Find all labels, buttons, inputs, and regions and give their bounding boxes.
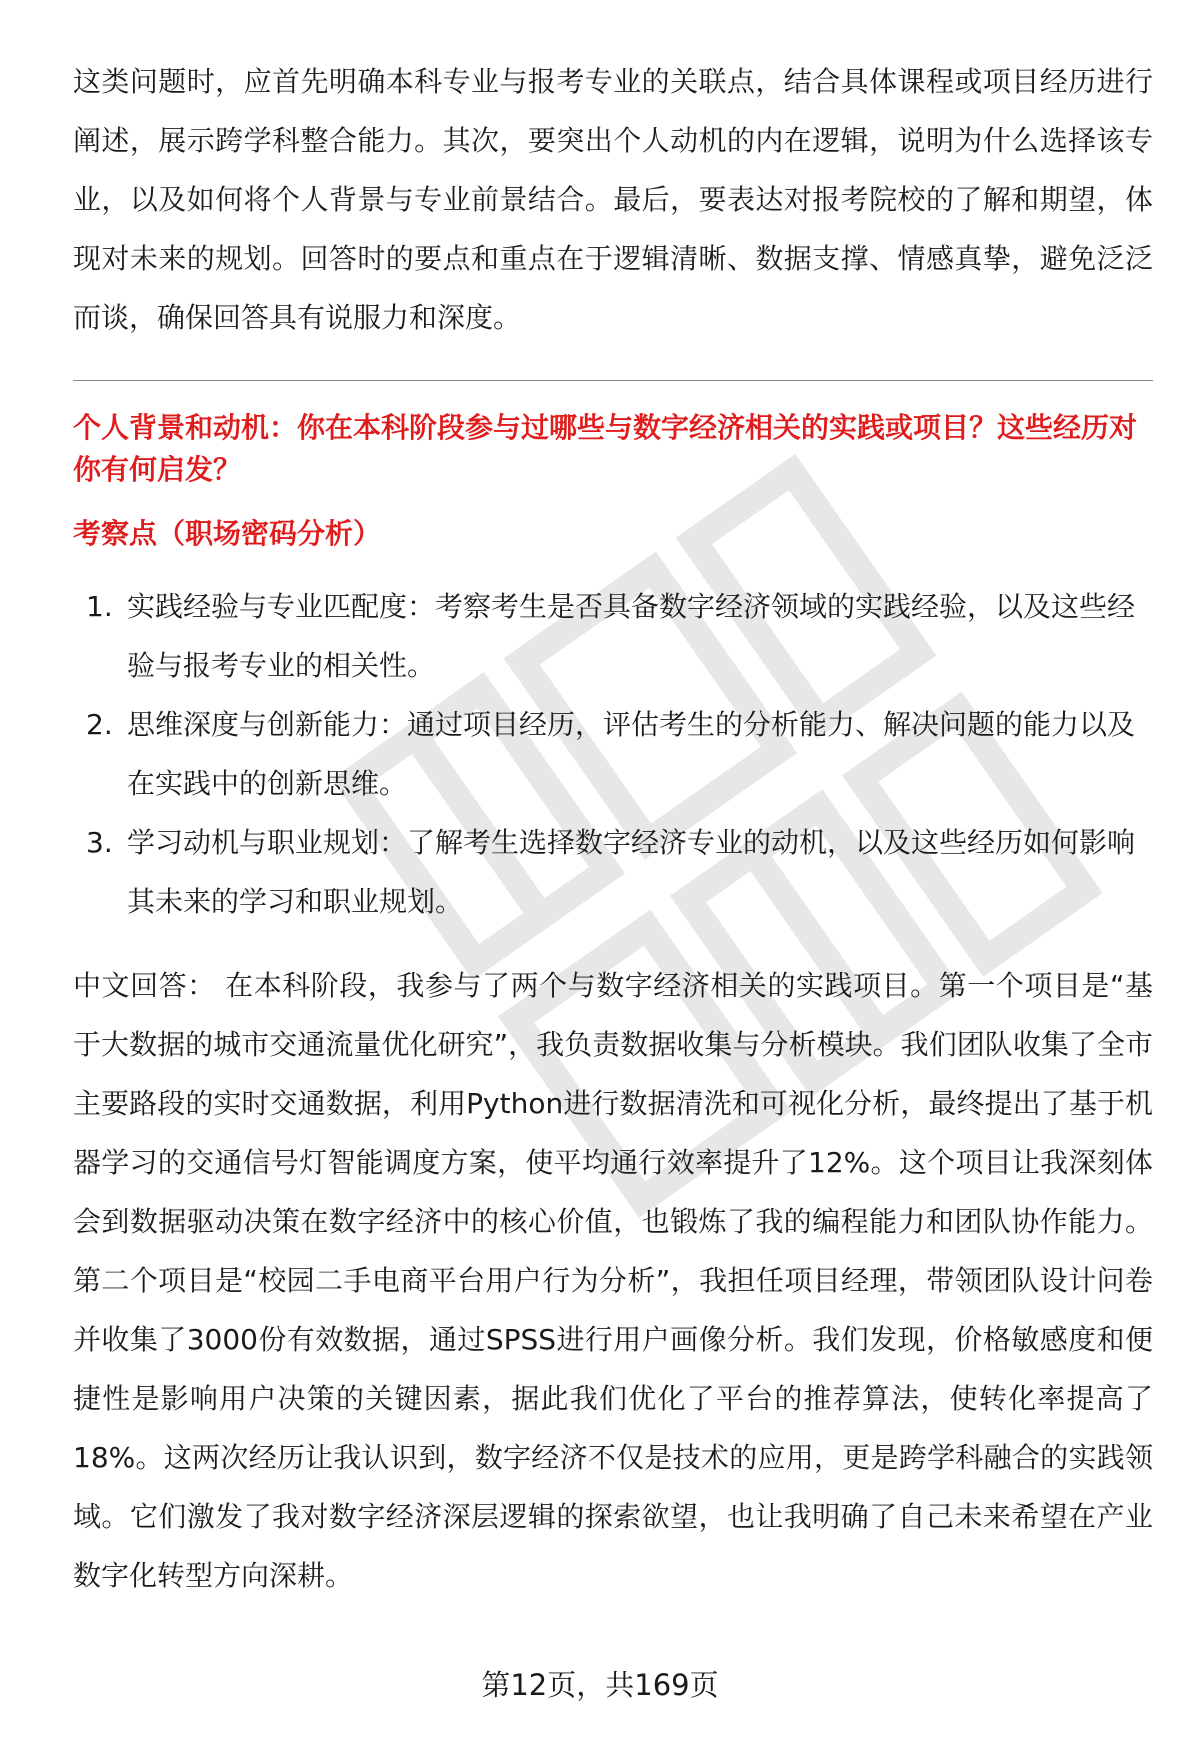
list-item-number: 3. <box>86 826 113 859</box>
intro-paragraph: 这类问题时，应首先明确本科专业与报考专业的关联点，结合具体课程或项目经历进行阐述，展示跨学科整合能力。其次，要突出个人动机的内在逻辑，说明为什么选择该专业，以及如何将个人背景与专业前景结合。最后，要表达对报考院校的了解和期望，体现对未来的规划。回答时的要点和重点在于逻辑清晰、数据支撑、情感真挚，避免泛泛而谈，确保回答具有说服力和深度。 <box>73 65 1153 334</box>
list-item-text: 思维深度与创新能力：通过项目经历，评估考生的分析能力、解决问题的能力以及在实践中的创新思维。 <box>127 708 1136 800</box>
answer-paragraph: 中文回答： 在本科阶段，我参与了两个与数字经济相关的实践项目。第一个项目是“基于大数据的城市交通流量优化研究”，我负责数据收集与分析模块。我们团队收集了全市主要路段的实时交通数据，利用Python进行数据清洗和可视化分析，最终提出了基于机器学习的交通信号灯智能调度方案，使平均通行效率提升了12%。这个项目让我深刻体会到数据驱动决策在数字经济中的核心价值，也锻炼了我的编程能力和团队协作能力。第二个项目是“校园二手电商平台用户行为分析”，我担任项目经理，带领团队设计问卷并收集了3000份有效数据，通过SPSS进行用户画像分析。我们发现，价格敏感度和便捷性是影响用户决策的关键因素，据此我们优化了平台的推荐算法，使转化率提高了18%。这两次经历让我认识到，数字经济不仅是技术的应用，更是跨学科融合的实践领域。它们激发了我对数字经济深层逻辑的探索欲望，也让我明确了自己未来希望在产业数字化转型方向深耕。 <box>73 969 1153 1592</box>
section-divider <box>73 380 1153 381</box>
page-content <box>73 52 1153 1605</box>
list-item <box>73 577 1153 695</box>
assessment-points-heading: 考察点（职场密码分析） <box>73 517 382 550</box>
list-item-number: 1. <box>86 590 113 623</box>
list-item-text: 实践经验与专业匹配度：考察考生是否具备数字经济领域的实践经验，以及这些经验与报考专业的相关性。 <box>127 590 1136 682</box>
page-number-footer: 第12页，共169页 <box>481 1668 719 1702</box>
question-title: 个人背景和动机：你在本科阶段参与过哪些与数字经济相关的实践或项目？这些经历对你有何启发？ <box>73 411 1138 486</box>
list-item-text: 学习动机与职业规划：了解考生选择数字经济专业的动机，以及这些经历如何影响其未来的学习和职业规划。 <box>127 826 1136 918</box>
assessment-points-list <box>73 577 1153 931</box>
list-item <box>73 813 1153 931</box>
list-item <box>73 695 1153 813</box>
list-item-number: 2. <box>86 708 113 741</box>
